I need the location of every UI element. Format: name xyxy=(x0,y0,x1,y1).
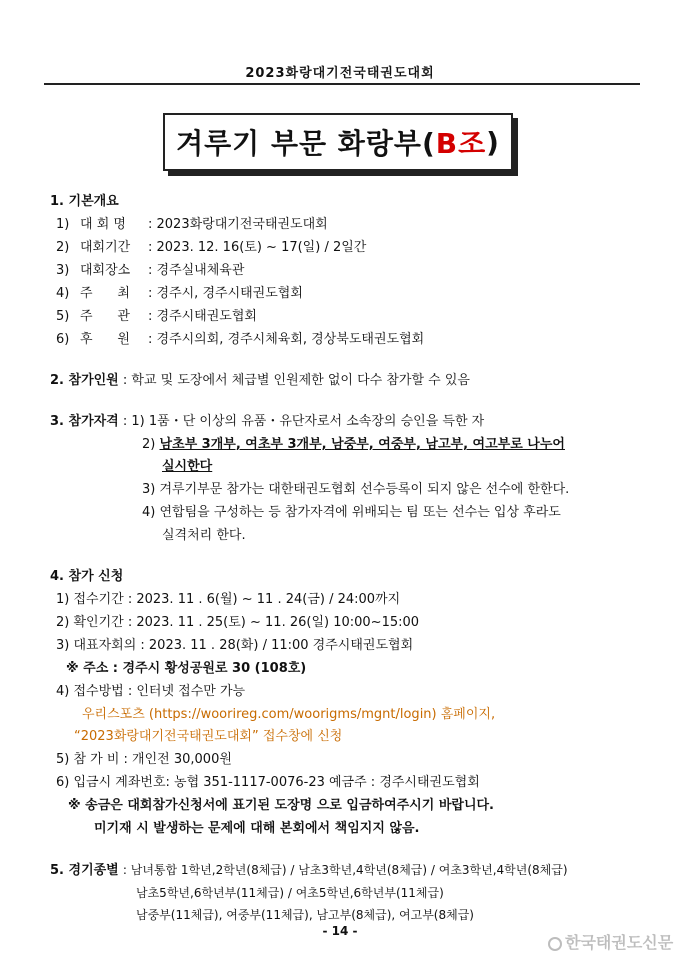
row-value: : 경주시의회, 경주시체육회, 경상북도태권도협회 xyxy=(148,332,425,347)
document-header: 2023화랑대기전국태권도대회 xyxy=(245,66,435,81)
page-number: - 14 - xyxy=(322,924,358,938)
transfer-note: ※ 송금은 대회참가신청서에 표기된 도장명 으로 입금하여주시기 바랍니다. xyxy=(68,798,494,813)
overview-row xyxy=(56,216,328,234)
eligibility-item-3: 3) 겨루기부문 참가는 대한태권도협회 선수등록이 되지 않은 선수에 한한다. xyxy=(142,482,570,497)
section-1-heading: 1. 기본개요 xyxy=(50,194,119,209)
section-3 xyxy=(50,413,484,431)
representative-meeting: 3) 대표자회의 : 2023. 11 . 28(화) / 11:00 경주시태권도협회 xyxy=(56,638,414,653)
overview-row xyxy=(56,285,303,303)
eligibility-item-2 xyxy=(142,436,565,454)
eligibility-item-4-cont: 실격처리 한다. xyxy=(162,528,246,543)
division-line-1: : 남녀통합 1학년,2학년(8체급) / 남초3학년,4학년(8체급) / 여초3학년,4학년(8체급) xyxy=(122,863,568,877)
transfer-note-cont: 미기재 시 발생하는 문제에 대해 본회에서 책임지지 않음. xyxy=(94,821,420,836)
row-value: : 2023. 12. 16(토) ~ 17(일) / 2일간 xyxy=(148,240,367,255)
row-label: 대 회 명 xyxy=(80,217,126,232)
overview-row xyxy=(56,239,366,257)
header-divider xyxy=(44,83,640,85)
row-number: 2) xyxy=(56,240,70,255)
section-2 xyxy=(50,372,470,390)
confirmation-period: 2) 확인기간 : 2023. 11 . 25(토) ~ 11. 26(일) 10:00~15:00 xyxy=(56,615,420,630)
row-value: : 경주실내체육관 xyxy=(148,263,245,278)
address-note: ※ 주소 : 경주시 황성공원로 30 (108호) xyxy=(66,661,307,676)
overview-row xyxy=(56,262,244,280)
title-group: B조 xyxy=(435,127,487,160)
row-label: 대회장소 xyxy=(80,263,131,278)
eligibility-item-2-text: 남초부 3개부, 여초부 3개부, 남중부, 여중부, 남고부, 여고부로 나누어 xyxy=(159,437,565,452)
title-box xyxy=(163,113,513,171)
eligibility-item-2-cont: 실시한다 xyxy=(162,459,213,474)
registration-method: 4) 접수방법 : 인터넷 접수만 가능 xyxy=(56,684,246,699)
registration-link[interactable]: 우리스포츠 (https://woorireg.com/woorigms/mgnt/login) 홈페이지, xyxy=(82,707,496,722)
title-close: ) xyxy=(486,125,500,159)
division-line-2: 남초5학년,6학년부(11체급) / 여초5학년,6학년부(11체급) xyxy=(136,886,444,900)
overview-row xyxy=(56,308,257,326)
row-number: 4) xyxy=(56,286,70,301)
item-number: 2) xyxy=(142,437,156,452)
bank-account: 6) 입금시 계좌번호: 농협 351-1117-0076-23 예금주 : 경주시태권도협회 xyxy=(56,775,480,790)
entry-fee: 5) 참 가 비 : 개인전 30,000원 xyxy=(56,752,232,767)
registration-period: 1) 접수기간 : 2023. 11 . 6(월) ~ 11 . 24(금) / 24:00까지 xyxy=(56,592,401,607)
row-label: 후 원 xyxy=(80,332,130,347)
row-number: 6) xyxy=(56,332,70,347)
registration-link-cont: “2023화랑대기전국태권도대회” 접수창에 신청 xyxy=(74,729,343,744)
section-4-heading: 4. 참가 신청 xyxy=(50,569,124,584)
section-5 xyxy=(50,861,568,880)
eligibility-item-4: 4) 연합팀을 구성하는 등 참가자격에 위배되는 팀 또는 선수는 입상 후라도 xyxy=(142,505,561,520)
row-label: 주 최 xyxy=(80,286,130,301)
row-value: : 경주시, 경주시태권도협회 xyxy=(148,286,303,301)
row-value: : 2023화랑대기전국태권도대회 xyxy=(148,217,328,232)
section-5-heading: 5. 경기종별 xyxy=(50,863,119,878)
row-number: 5) xyxy=(56,309,70,324)
section-2-value: : 학교 및 도장에서 체급별 인원제한 없이 다수 참가할 수 있음 xyxy=(122,373,470,388)
section-2-heading: 2. 참가인원 xyxy=(50,373,119,388)
row-number: 1) xyxy=(56,217,70,232)
watermark xyxy=(548,930,673,953)
title-main: 겨루기 부문 화랑부( xyxy=(176,127,436,160)
eligibility-item-1: : 1) 1품・단 이상의 유품・유단자로서 소속장의 승인을 득한 자 xyxy=(122,414,485,429)
row-label: 주 관 xyxy=(80,309,130,324)
newspaper-logo-icon xyxy=(548,937,562,951)
row-number: 3) xyxy=(56,263,70,278)
division-line-3: 남중부(11체급), 여중부(11체급), 남고부(8체급), 여고부(8체급) xyxy=(136,908,474,922)
row-value: : 경주시태권도협회 xyxy=(148,309,257,324)
overview-row xyxy=(56,331,424,349)
section-3-heading: 3. 참가자격 xyxy=(50,414,119,429)
row-label: 대회기간 xyxy=(80,240,131,255)
watermark-text: 한국태권도신문 xyxy=(565,933,674,952)
